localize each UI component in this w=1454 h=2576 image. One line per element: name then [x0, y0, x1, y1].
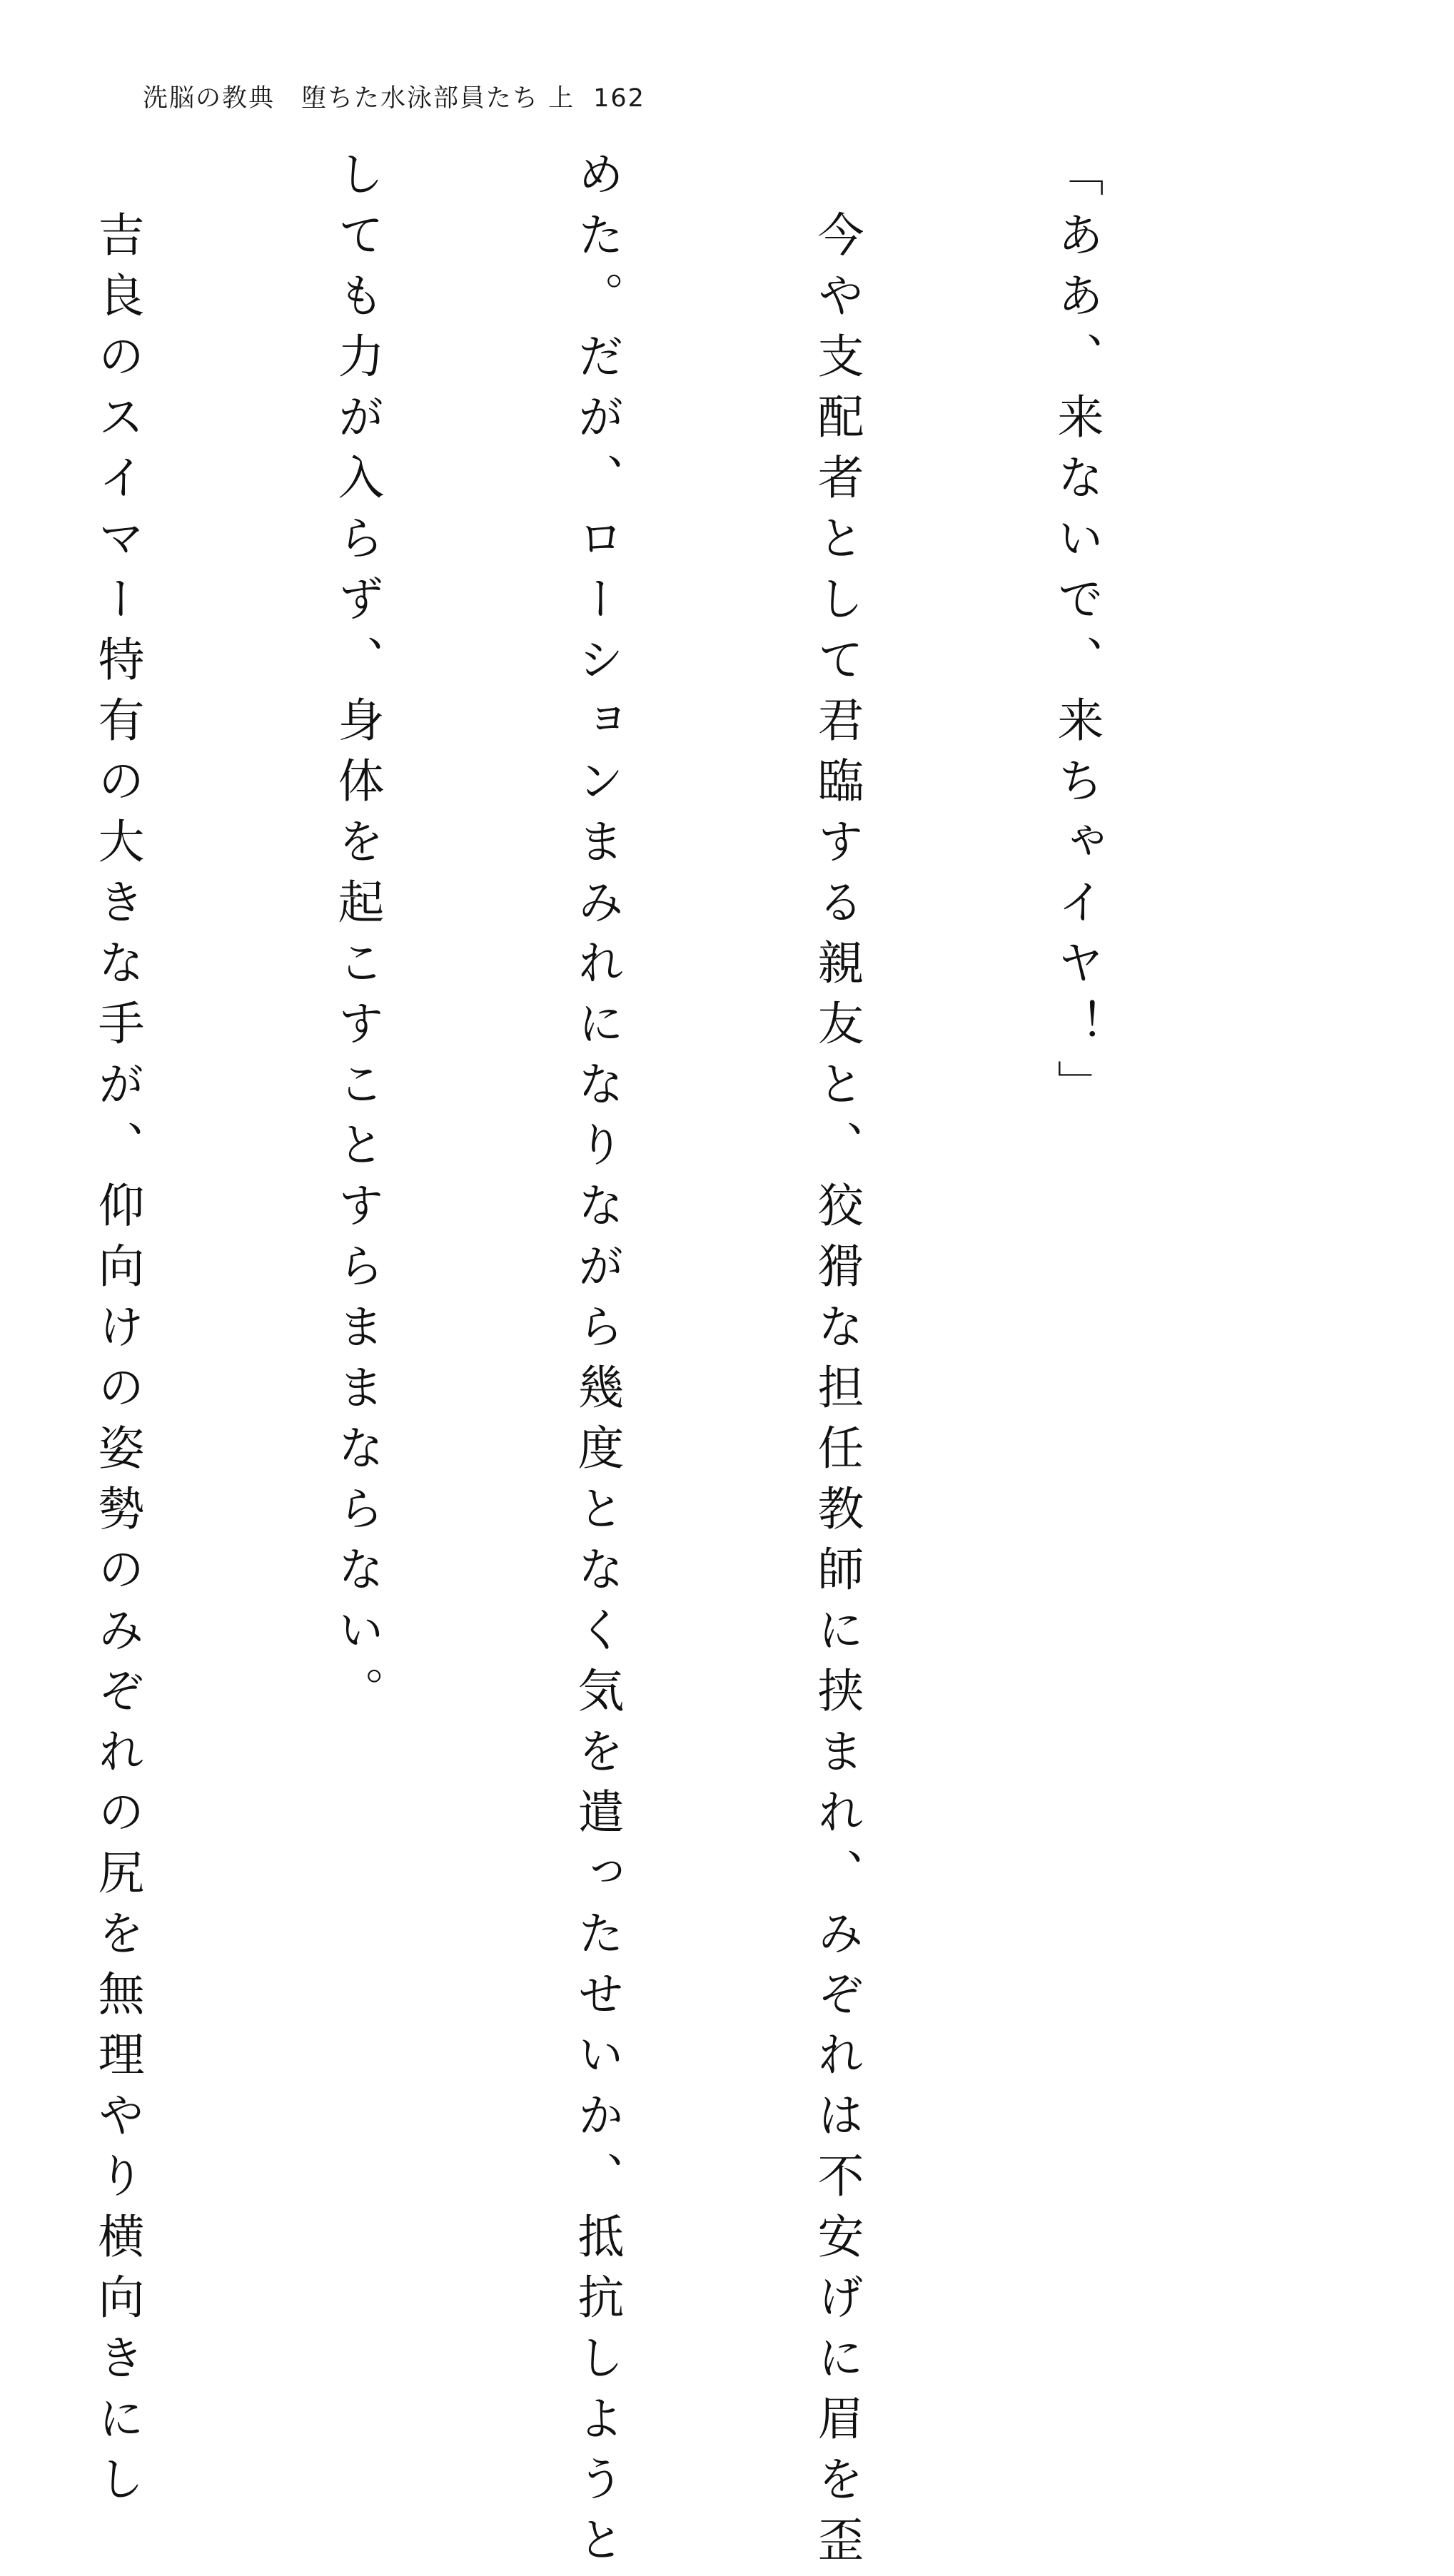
book-title: 洗脳の教典 堕ちた水泳部員たち 上 [143, 84, 575, 113]
vertical-text-body [0, 150, 1276, 2576]
text-line: 「ああ、来ないで、来ちゃイヤ！」 [1049, 150, 1103, 1120]
text-line: しても力が入らず、身体を起こすことすらままならない。 [330, 150, 383, 1727]
running-header [143, 78, 645, 114]
text-line: 吉良のスイマー特有の大きな手が、仰向けの姿勢のみぞれの尻を無理やり横向きにし [90, 150, 143, 2515]
page-number: 162 [593, 84, 645, 113]
text-line: 今や支配者として君臨する親友と、狡猾な担任教師に挟まれ、みぞれは不安げに眉を歪 [809, 150, 863, 2576]
text-line: めた。だが、ローションまみれになりながら幾度となく気を遣ったせいか、抵抗しようと [570, 150, 623, 2576]
